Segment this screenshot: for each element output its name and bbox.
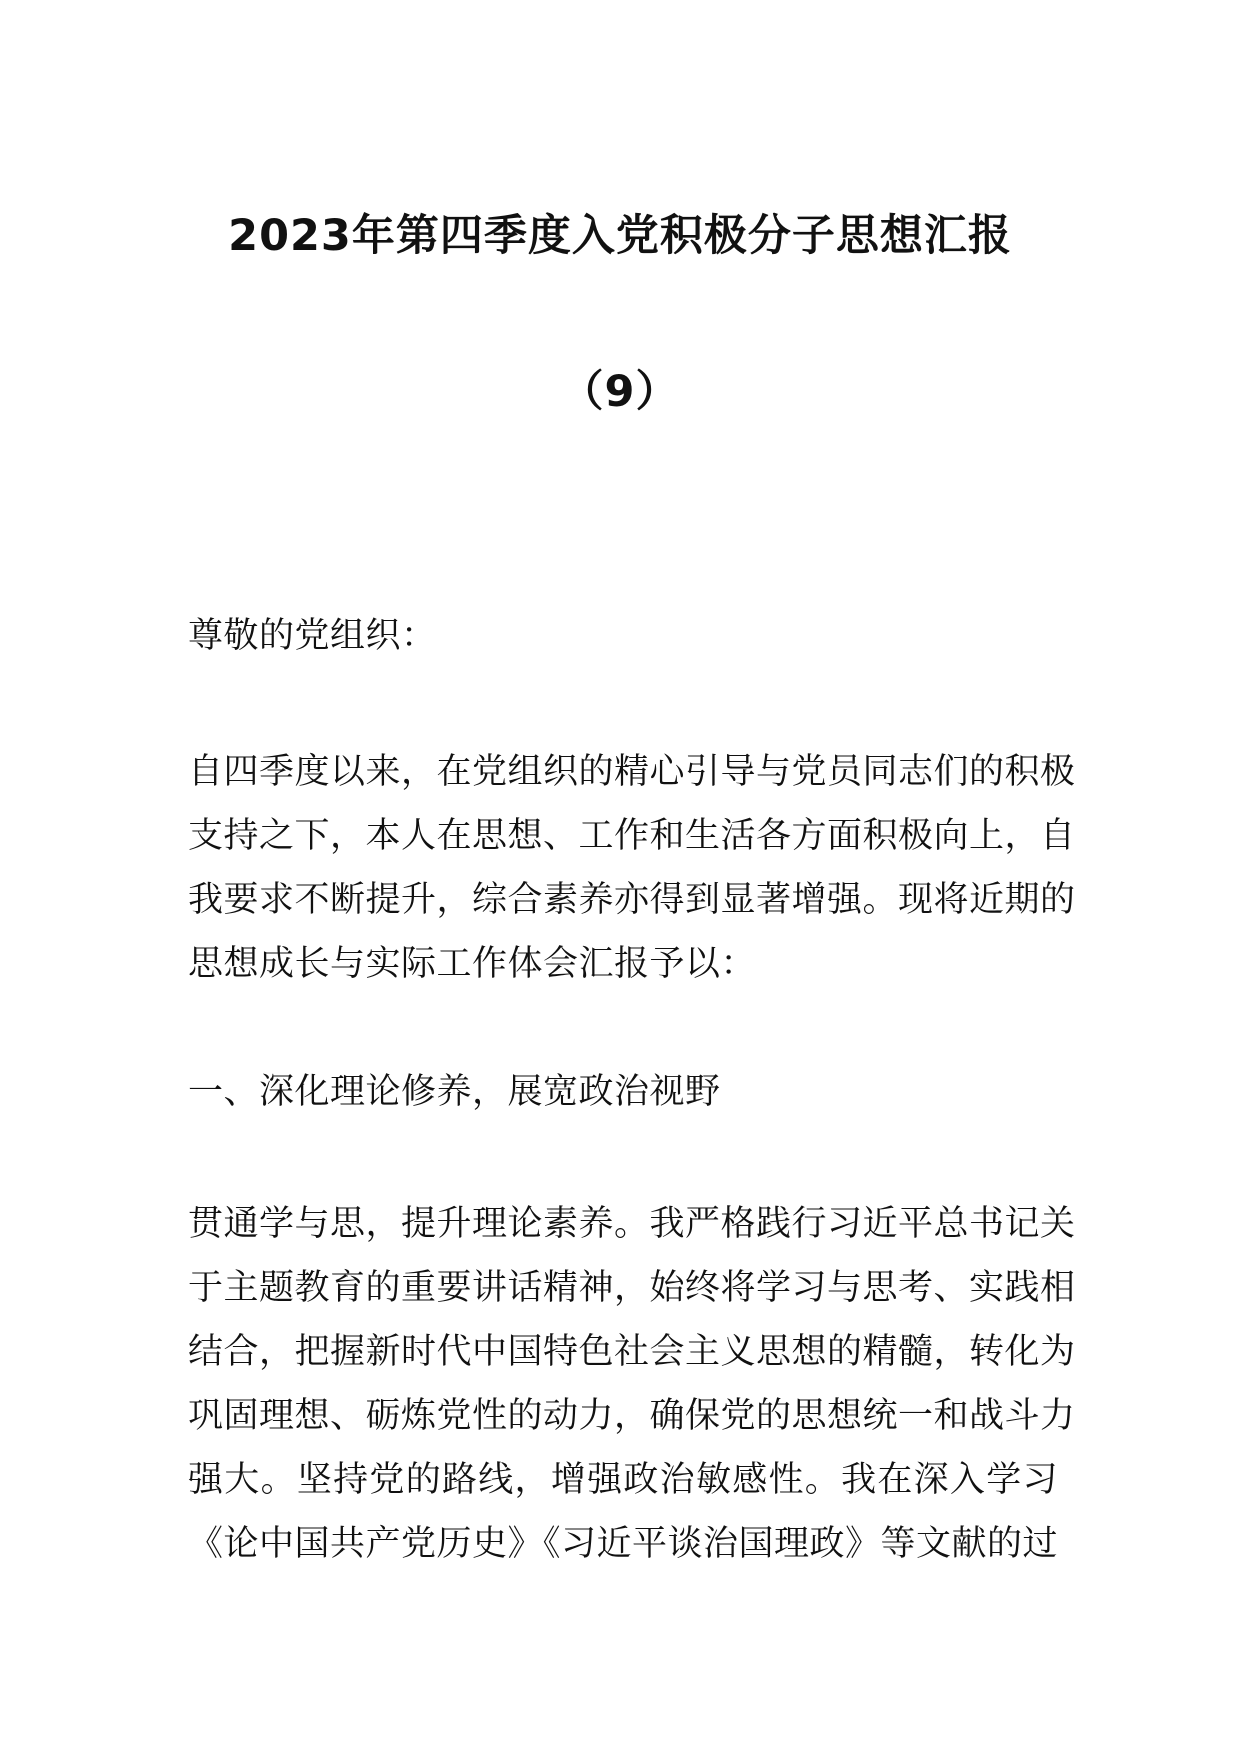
- paragraph-line: 自四季度以来，在党组织的精心引导与党员同志们的积极: [188, 752, 1076, 792]
- salutation: 尊敬的党组织：: [188, 616, 437, 656]
- paragraph-line: 强大。坚持党的路线，增强政治敏感性。我在深入学习: [188, 1460, 1058, 1500]
- paragraph-line: 贯通学与思，提升理论素养。我严格践行习近平总书记关: [188, 1204, 1076, 1244]
- paragraph-section-1: [188, 1192, 1076, 1576]
- document-title-number: （9）: [560, 367, 680, 417]
- paragraph-line: 于主题教育的重要讲话精神，始终将学习与思考、实践相: [188, 1268, 1076, 1308]
- paragraph-line: 我要求不断提升，综合素养亦得到显著增强。现将近期的: [188, 880, 1076, 920]
- section-heading: 一、深化理论修养，展宽政治视野: [188, 1072, 721, 1112]
- paragraph-intro: [188, 740, 1076, 996]
- paragraph-line: 思想成长与实际工作体会汇报予以：: [188, 944, 757, 984]
- paragraph-line: 巩固理想、砺炼党性的动力，确保党的思想统一和战斗力: [188, 1396, 1076, 1436]
- paragraph-line: 支持之下，本人在思想、工作和生活各方面积极向上，自: [188, 816, 1076, 856]
- paragraph-line: 《论中国共产党历史》《习近平谈治国理政》等文献的过: [188, 1524, 1059, 1564]
- paragraph-line: 结合，把握新时代中国特色社会主义思想的精髓，转化为: [188, 1332, 1076, 1372]
- document-title: 2023年第四季度入党积极分子思想汇报: [228, 211, 1012, 261]
